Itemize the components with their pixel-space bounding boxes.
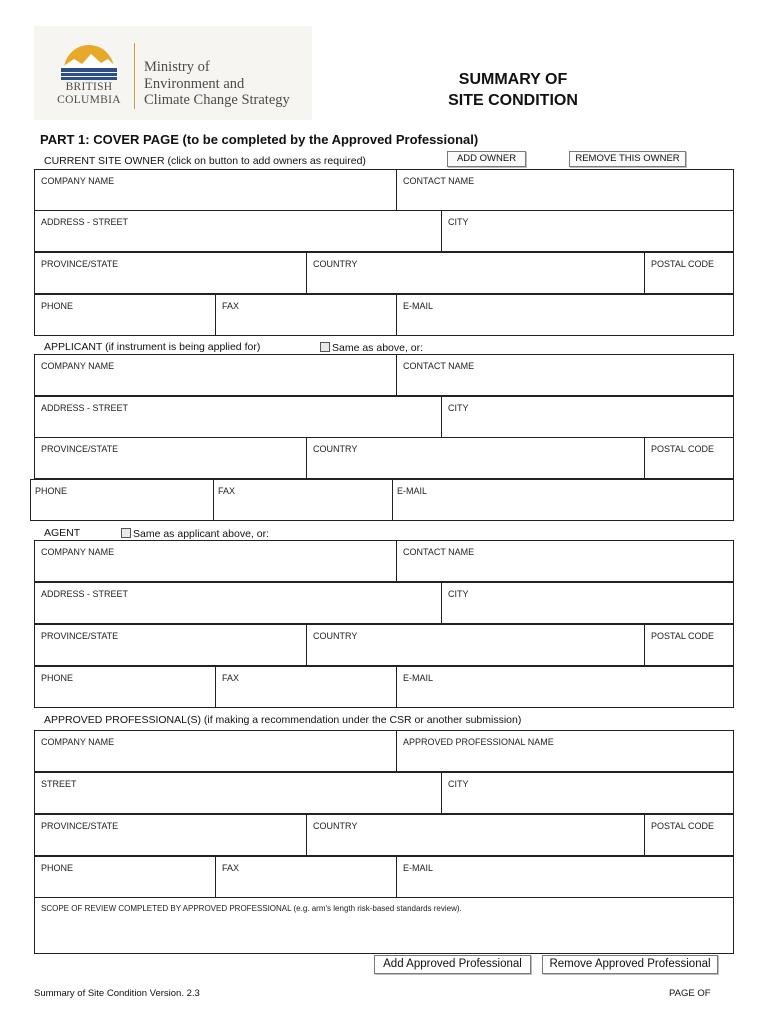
applicant-same-label: Same as above, or: bbox=[332, 342, 424, 354]
bc-wordmark-line1: BRITISH bbox=[65, 81, 113, 93]
title-line2: SITE CONDITION bbox=[448, 92, 578, 109]
applicant-row-phone bbox=[30, 479, 734, 521]
agent-contact-name-label: CONTACT NAME bbox=[403, 547, 475, 557]
applicant-country-field[interactable] bbox=[306, 438, 645, 478]
ministry-line3: Climate Change Strategy bbox=[144, 92, 290, 108]
applicant-email-label: E-MAIL bbox=[397, 486, 428, 496]
professional-section-label: APPROVED PROFESSIONAL(S) (if making a recommendation under the CSR or another submission) bbox=[44, 714, 522, 726]
agent-phone-field[interactable] bbox=[35, 667, 215, 707]
professional-scope-label: SCOPE OF REVIEW COMPLETED BY APPROVED PROFESSIONAL (e.g. arm's length risk-based standards review). bbox=[41, 904, 462, 913]
agent-phone-label: PHONE bbox=[41, 673, 74, 683]
owner-postal-label: POSTAL CODE bbox=[651, 259, 715, 269]
applicant-province-field[interactable] bbox=[35, 438, 306, 478]
applicant-postal-field[interactable] bbox=[644, 438, 733, 478]
add-professional-button[interactable]: Add Approved Professional bbox=[374, 955, 531, 974]
applicant-row-company bbox=[34, 354, 734, 396]
agent-same-checkbox[interactable] bbox=[121, 528, 269, 540]
checkbox-icon bbox=[320, 342, 330, 352]
owner-postal-field[interactable] bbox=[644, 253, 733, 293]
checkbox-icon bbox=[121, 528, 131, 538]
owner-contact-name-label: CONTACT NAME bbox=[403, 176, 475, 186]
remove-professional-button[interactable]: Remove Approved Professional bbox=[542, 955, 718, 974]
professional-country-field[interactable] bbox=[306, 815, 645, 855]
owner-address-label: ADDRESS - STREET bbox=[41, 217, 129, 227]
owner-company-name-field[interactable] bbox=[35, 170, 396, 210]
professional-phone-field[interactable] bbox=[35, 857, 215, 897]
professional-phone-label: PHONE bbox=[41, 863, 74, 873]
remove-owner-button[interactable]: REMOVE THIS OWNER bbox=[569, 151, 686, 167]
applicant-fax-field[interactable] bbox=[213, 480, 393, 520]
professional-postal-label: POSTAL CODE bbox=[651, 821, 715, 831]
owner-province-field[interactable] bbox=[35, 253, 306, 293]
applicant-contact-name-label: CONTACT NAME bbox=[403, 361, 475, 371]
applicant-city-label: CITY bbox=[448, 403, 469, 413]
logo-divider bbox=[134, 43, 135, 109]
professional-ap-name-label: APPROVED PROFESSIONAL NAME bbox=[403, 737, 554, 747]
applicant-same-checkbox[interactable] bbox=[320, 342, 423, 354]
professional-postal-field[interactable] bbox=[644, 815, 733, 855]
owner-city-label: CITY bbox=[448, 217, 469, 227]
professional-city-field[interactable] bbox=[441, 773, 733, 813]
professional-row-street bbox=[34, 772, 734, 814]
owner-row-phone bbox=[34, 294, 734, 336]
applicant-postal-label: POSTAL CODE bbox=[651, 444, 715, 454]
bc-logo-icon bbox=[58, 40, 120, 82]
applicant-contact-name-field[interactable] bbox=[396, 355, 733, 395]
owner-fax-label: FAX bbox=[222, 301, 240, 311]
professional-email-label: E-MAIL bbox=[403, 863, 434, 873]
professional-street-label: STREET bbox=[41, 779, 77, 789]
owner-country-label: COUNTRY bbox=[313, 259, 358, 269]
applicant-province-label: PROVINCE/STATE bbox=[41, 444, 119, 454]
professional-city-label: CITY bbox=[448, 779, 469, 789]
applicant-address-field[interactable] bbox=[35, 397, 441, 437]
agent-country-label: COUNTRY bbox=[313, 631, 358, 641]
footer-page-number: PAGE OF bbox=[669, 988, 711, 999]
applicant-row-province bbox=[34, 437, 734, 479]
owner-fax-field[interactable] bbox=[215, 295, 397, 335]
title-line1: SUMMARY OF bbox=[458, 71, 568, 88]
agent-email-field[interactable] bbox=[396, 667, 733, 707]
professional-country-label: COUNTRY bbox=[313, 821, 358, 831]
page-title bbox=[420, 69, 606, 111]
agent-row-province bbox=[34, 624, 734, 666]
owner-address-field[interactable] bbox=[35, 211, 441, 251]
professional-company-name-field[interactable] bbox=[35, 731, 396, 771]
professional-row-phone bbox=[34, 856, 734, 898]
professional-street-field[interactable] bbox=[35, 773, 441, 813]
owner-phone-field[interactable] bbox=[35, 295, 215, 335]
professional-fax-label: FAX bbox=[222, 863, 240, 873]
agent-same-label: Same as applicant above, or: bbox=[133, 528, 269, 540]
ministry-name bbox=[144, 59, 290, 109]
applicant-address-label: ADDRESS - STREET bbox=[41, 403, 129, 413]
professional-row-company bbox=[34, 730, 734, 772]
agent-city-label: CITY bbox=[448, 589, 469, 599]
part-heading: PART 1: COVER PAGE (to be completed by the Approved Professional) bbox=[40, 132, 479, 147]
owner-city-field[interactable] bbox=[441, 211, 733, 251]
owner-row-address bbox=[34, 210, 734, 252]
professional-province-label: PROVINCE/STATE bbox=[41, 821, 119, 831]
professional-fax-field[interactable] bbox=[215, 857, 397, 897]
applicant-company-name-field[interactable] bbox=[35, 355, 396, 395]
owner-email-label: E-MAIL bbox=[403, 301, 434, 311]
owner-country-field[interactable] bbox=[306, 253, 645, 293]
agent-city-field[interactable] bbox=[441, 583, 733, 623]
owner-row-province bbox=[34, 252, 734, 294]
applicant-row-address bbox=[34, 396, 734, 438]
applicant-phone-label: PHONE bbox=[35, 486, 68, 496]
applicant-fax-label: FAX bbox=[218, 486, 236, 496]
owner-province-label: PROVINCE/STATE bbox=[41, 259, 119, 269]
professional-company-name-label: COMPANY NAME bbox=[41, 737, 115, 747]
agent-row-phone bbox=[34, 666, 734, 708]
owner-email-field[interactable] bbox=[396, 295, 733, 335]
applicant-city-field[interactable] bbox=[441, 397, 733, 437]
agent-province-label: PROVINCE/STATE bbox=[41, 631, 119, 641]
agent-section-label: AGENT bbox=[44, 527, 81, 539]
agent-email-label: E-MAIL bbox=[403, 673, 434, 683]
agent-province-field[interactable] bbox=[35, 625, 306, 665]
agent-contact-name-field[interactable] bbox=[396, 541, 733, 581]
professional-row-province bbox=[34, 814, 734, 856]
owner-phone-label: PHONE bbox=[41, 301, 74, 311]
agent-postal-label: POSTAL CODE bbox=[651, 631, 715, 641]
agent-fax-field[interactable] bbox=[215, 667, 397, 707]
owner-company-name-label: COMPANY NAME bbox=[41, 176, 115, 186]
applicant-section-label: APPLICANT (if instrument is being applied for) bbox=[44, 341, 261, 353]
agent-address-label: ADDRESS - STREET bbox=[41, 589, 129, 599]
applicant-phone-field[interactable] bbox=[31, 480, 213, 520]
bc-wordmark bbox=[48, 81, 130, 106]
agent-fax-label: FAX bbox=[222, 673, 240, 683]
professional-row-scope bbox=[34, 897, 734, 954]
agent-row-address bbox=[34, 582, 734, 624]
agent-row-company bbox=[34, 540, 734, 582]
applicant-email-field[interactable] bbox=[392, 480, 733, 520]
agent-company-name-label: COMPANY NAME bbox=[41, 547, 115, 557]
professional-scope-field[interactable] bbox=[35, 898, 733, 953]
owner-section-label: CURRENT SITE OWNER (click on button to add owners as required) bbox=[44, 155, 366, 167]
owner-contact-name-field[interactable] bbox=[396, 170, 733, 210]
applicant-company-name-label: COMPANY NAME bbox=[41, 361, 115, 371]
bc-wordmark-line2: COLUMBIA bbox=[57, 93, 121, 106]
applicant-country-label: COUNTRY bbox=[313, 444, 358, 454]
add-owner-button[interactable]: ADD OWNER bbox=[447, 151, 526, 167]
ministry-line2: Environment and bbox=[144, 75, 245, 92]
footer-version: Summary of Site Condition Version. 2.3 bbox=[34, 988, 200, 999]
ministry-line1: Ministry of bbox=[144, 59, 210, 75]
agent-company-name-field[interactable] bbox=[35, 541, 396, 581]
agent-postal-field[interactable] bbox=[644, 625, 733, 665]
owner-row-company bbox=[34, 169, 734, 211]
agent-address-field[interactable] bbox=[35, 583, 441, 623]
professional-email-field[interactable] bbox=[396, 857, 733, 897]
professional-ap-name-field[interactable] bbox=[396, 731, 733, 771]
professional-province-field[interactable] bbox=[35, 815, 306, 855]
agent-country-field[interactable] bbox=[306, 625, 645, 665]
